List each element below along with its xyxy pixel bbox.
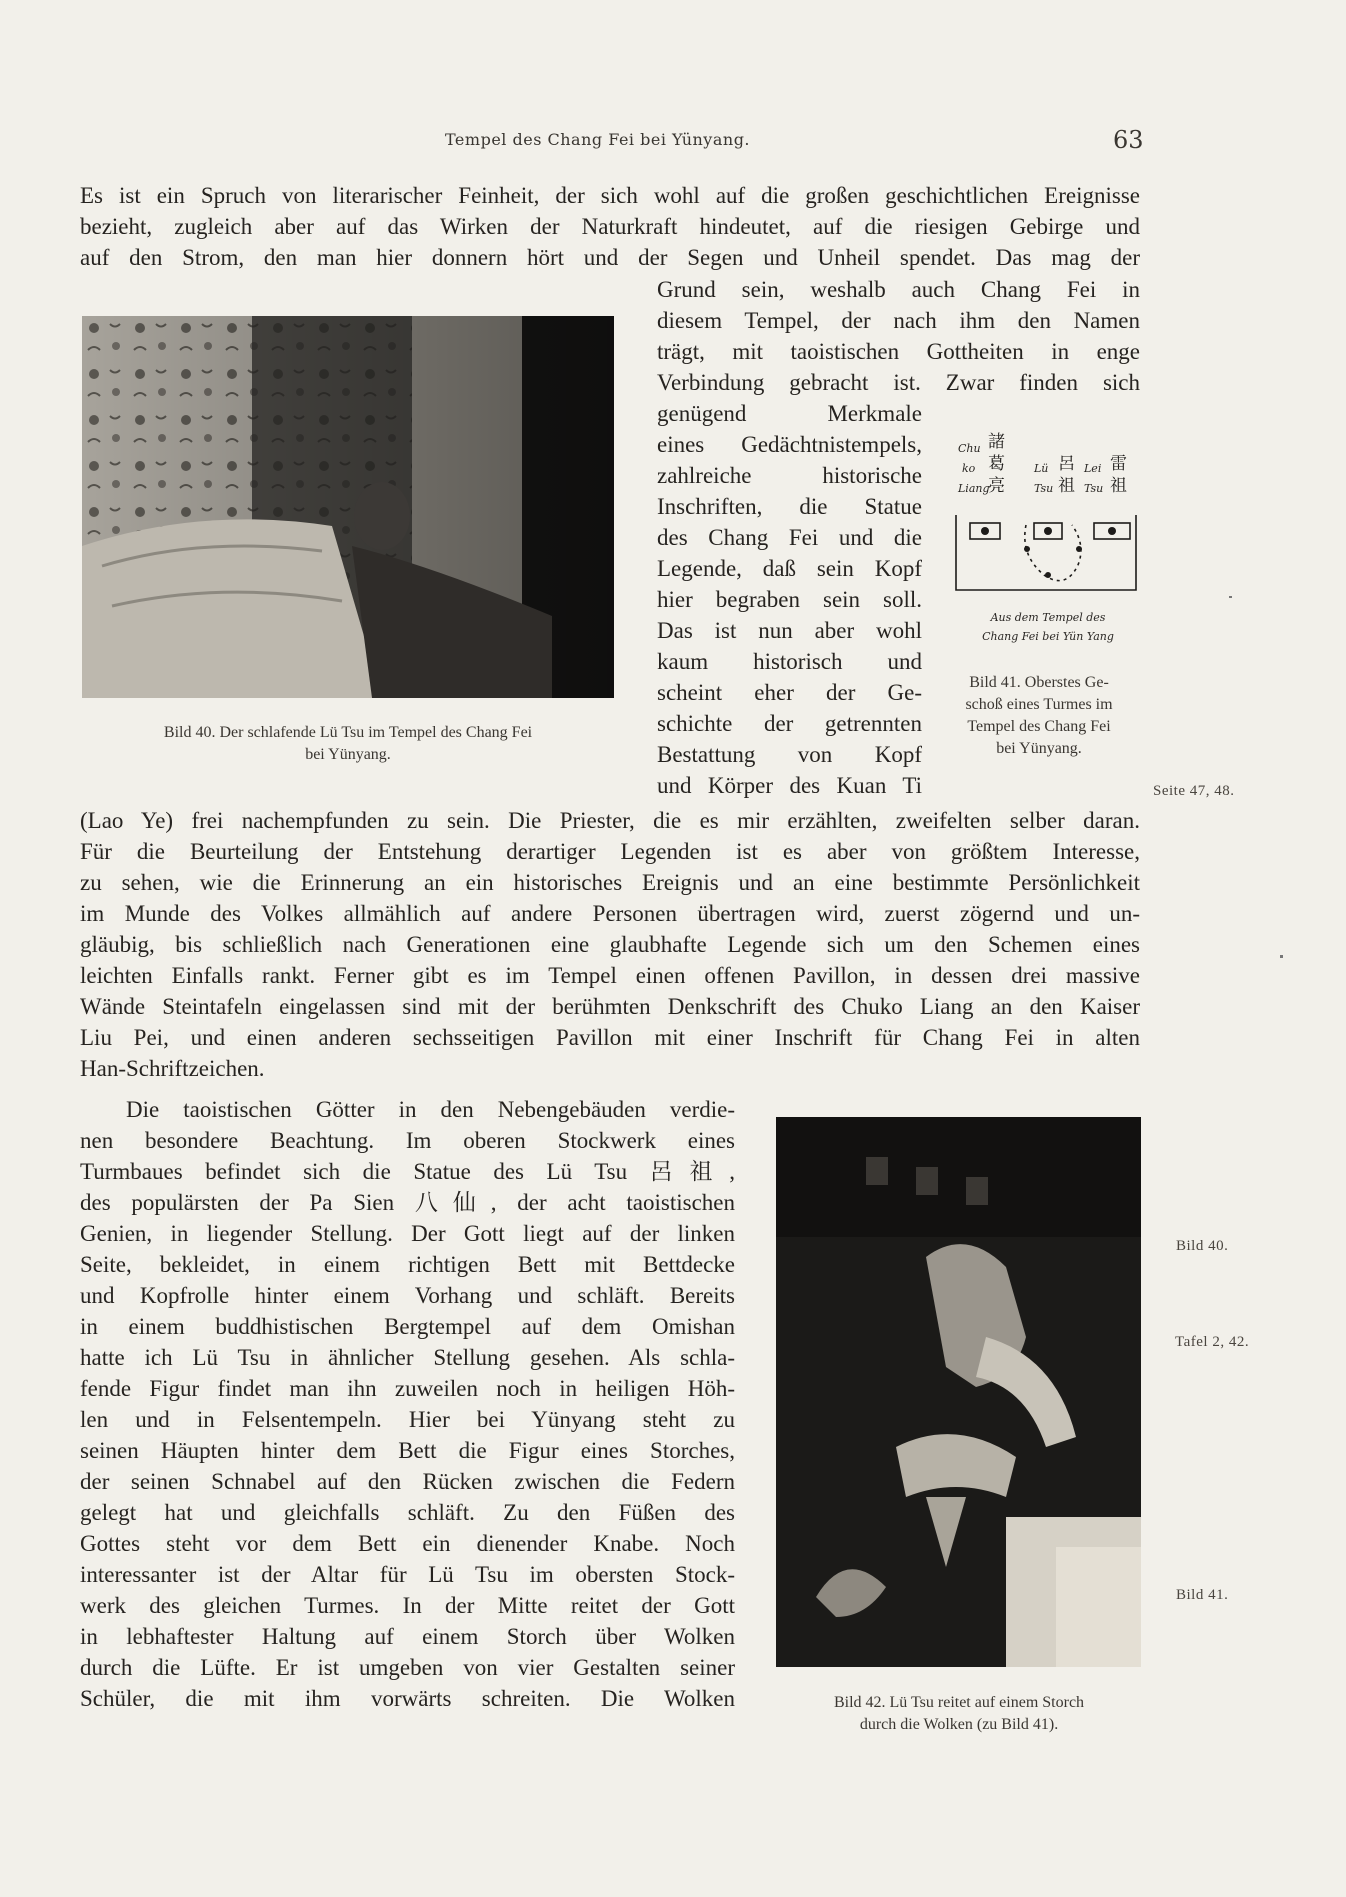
caption-line: Bild 40. Der schlafende Lü Tsu im Tempel des Chang Fei [163, 724, 533, 741]
text-line: (Lao Ye) frei nachempfunden zu sein. Die Priester, die es mir erzählten, zweifelten selber daran. [80, 808, 1140, 833]
text-line: in einem buddhistischen Bergtempel auf dem Omishan [80, 1314, 735, 1339]
text-line: nen besondere Beachtung. Im oberen Stockwerk eines [80, 1128, 735, 1153]
text-line: gläubig, bis schließlich nach Generationen eine glaubhafte Legende sich um den Schemen eines [80, 932, 1140, 957]
text-line: Han-Schriftzeichen. [80, 1056, 265, 1081]
text-line: Das ist nun aber wohl [657, 618, 922, 643]
text-line: seinen Häupten hinter dem Bett die Figur eines Storches, [80, 1438, 735, 1463]
sketch-chinese-char: 亮 [988, 476, 1005, 496]
text-line: durch die Lüfte. Er ist umgeben von vier Gestalten seiner [80, 1655, 735, 1680]
text-line: leichten Einfalls rankt. Ferner gibt es im Tempel einen offenen Pavillon, in dessen drei massive [80, 963, 1140, 988]
text-line: zu sehen, wie die Erinnerung an ein historisches Ereignis und an eine bestimmte Persönlichkeit [80, 870, 1140, 895]
text-line: und Kopfrolle hinter einem Vorhang und schläft. Bereits [80, 1283, 735, 1308]
margin-note-tafel: Tafel 2, 42. [1175, 1334, 1250, 1350]
paragraph-1-top [80, 180, 1140, 273]
text-line: der seinen Schnabel auf den Rücken zwischen die Federn [80, 1469, 735, 1494]
text-line: Verbindung gebracht ist. Zwar finden sich [657, 370, 1140, 395]
text-line: Bestattung von Kopf [657, 742, 922, 767]
text-line: Turmbaues befindet sich die Statue des Lü Tsu 呂祖, [80, 1159, 735, 1184]
text-line: diesem Tempel, der nach ihm den Namen [657, 308, 1140, 333]
text-line: fende Figur findet man ihn zuweilen noch in heiligen Höh- [80, 1376, 735, 1401]
sketch-name-label: Chu [958, 442, 981, 455]
paragraph-1-right-column [657, 274, 1140, 398]
text-line: auf den Strom, den man hier donnern hört und der Segen und Unheil spendet. Das mag der [80, 245, 1140, 270]
text-line: schichte der getrennten [657, 711, 922, 736]
text-line: und Körper des Kuan Ti [657, 773, 922, 798]
sketch-chinese-char: 祖 [1058, 476, 1075, 496]
text-line: len und in Felsentempeln. Hier bei Yünyang steht zu [80, 1407, 735, 1432]
caption-bild-41 [932, 672, 1146, 760]
text-line: Seite, bekleidet, in einem richtigen Bett mit Bettdecke [80, 1252, 735, 1277]
sketch-chinese-char: 諸 [988, 432, 1005, 452]
text-line: Liu Pei, und einen anderen sechsseitigen Pavillon mit einer Inschrift für Chang Fei in alten [80, 1025, 1140, 1050]
text-line: Wände Steintafeln eingelassen sind mit der berühmten Denkschrift des Chuko Liang an den Kaiser [80, 994, 1140, 1019]
text-line: Grund sein, weshalb auch Chang Fei in [657, 277, 1140, 302]
caption-line: durch die Wolken (zu Bild 41). [859, 1716, 1059, 1733]
sketch-chinese-char: 雷 [1110, 454, 1127, 474]
text-line: Genien, in liegender Stellung. Der Gott liegt auf der linken [80, 1221, 735, 1246]
text-line: trägt, mit taoistischen Gottheiten in enge [657, 339, 1140, 364]
page-header [0, 126, 1346, 160]
text-line: interessanter ist der Altar für Lü Tsu im obersten Stock- [80, 1562, 735, 1587]
sketch-label: Aus dem Tempel des [990, 611, 1106, 624]
sketch-bild-41 [948, 425, 1144, 655]
margin-note-seite: Seite 47, 48. [1153, 783, 1235, 799]
temple-floor-plan-drawing [948, 425, 1144, 655]
text-line: des populärsten der Pa Sien 八仙, der acht taoistischen [80, 1190, 735, 1215]
paragraph-1-bottom [80, 805, 1140, 1084]
caption-bild-40 [78, 722, 618, 766]
sketch-chinese-char: 葛 [988, 454, 1005, 474]
text-line: werk des gleichen Turmes. In der Mitte reitet der Gott [80, 1593, 735, 1618]
margin-note-bild-40: Bild 40. [1176, 1238, 1229, 1254]
text-line: Gottes steht vor dem Bett ein dienender Knabe. Noch [80, 1531, 735, 1556]
print-speck [1229, 596, 1232, 598]
text-line: gelegt hat und gleichfalls schläft. Zu den Füßen des [80, 1500, 735, 1525]
text-line: bezieht, zugleich aber auf das Wirken der Naturkraft hindeutet, auf die riesigen Gebirge und [80, 214, 1140, 239]
text-line: Für die Beurteilung der Entstehung derartiger Legenden ist es aber von größtem Interesse, [80, 839, 1140, 864]
caption-bild-42 [764, 1692, 1154, 1736]
sketch-name-label: Lei [1084, 462, 1102, 475]
text-line: in lebhaftester Haltung auf einem Storch über Wolken [80, 1624, 735, 1649]
text-line: im Munde des Volkes allmählich auf andere Personen übertragen wird, zuerst zögernd und un- [80, 901, 1140, 926]
sketch-chinese-char: 祖 [1110, 476, 1127, 496]
sketch-name-label: ko [962, 462, 976, 475]
sketch-name-label: Lü [1034, 462, 1049, 475]
text-line: hier begraben sein soll. [657, 587, 922, 612]
caption-line: schoß eines Turmes im [965, 696, 1113, 713]
margin-note-bild-41: Bild 41. [1176, 1587, 1229, 1603]
crane-rider-photo [776, 1117, 1141, 1667]
text-line: des Chang Fei und die [657, 525, 922, 550]
caption-line: bei Yünyang. [305, 746, 391, 763]
sketch-label: Chang Fei bei Yün Yang [982, 630, 1114, 643]
sketch-name-label: Liang [958, 482, 990, 495]
page-number: 63 [1113, 126, 1144, 154]
paragraph-1-narrow-column [657, 398, 922, 801]
text-line: Schüler, die mit ihm vorwärts schreiten. Die Wolken [80, 1686, 735, 1711]
running-title: Tempel des Chang Fei bei Yünyang. [445, 130, 751, 149]
paragraph-2 [80, 1094, 735, 1714]
text-line: genügend Merkmale [657, 401, 922, 426]
text-line: hatte ich Lü Tsu in ähnlicher Stellung gesehen. Als schla- [80, 1345, 735, 1370]
sketch-chinese-char: 呂 [1058, 454, 1075, 474]
caption-line: Bild 42. Lü Tsu reitet auf einem Storch [833, 1694, 1085, 1711]
photo-bild-40 [82, 316, 614, 698]
text-line: Legende, daß sein Kopf [657, 556, 922, 581]
text-line: zahlreiche historische [657, 463, 922, 488]
text-line: Inschriften, die Statue [657, 494, 922, 519]
caption-line: Tempel des Chang Fei [967, 718, 1111, 735]
print-speck [1280, 955, 1283, 958]
text-line: kaum historisch und [657, 649, 922, 674]
photo-bild-42 [776, 1117, 1141, 1667]
text-line: eines Gedächtnistempels, [657, 432, 922, 457]
sketch-name-label: Tsu [1034, 482, 1054, 495]
text-line: scheint eher der Ge- [657, 680, 922, 705]
text-line: Die taoistischen Götter in den Nebengebäuden verdie- [126, 1097, 735, 1122]
caption-line: Bild 41. Oberstes Ge- [969, 674, 1109, 691]
sketch-name-label: Tsu [1084, 482, 1104, 495]
text-line: Es ist ein Spruch von literarischer Feinheit, der sich wohl auf die großen geschichtlichen Ereignisse [80, 183, 1140, 208]
sleeping-figure-photo [82, 316, 614, 698]
caption-line: bei Yünyang. [996, 740, 1082, 757]
